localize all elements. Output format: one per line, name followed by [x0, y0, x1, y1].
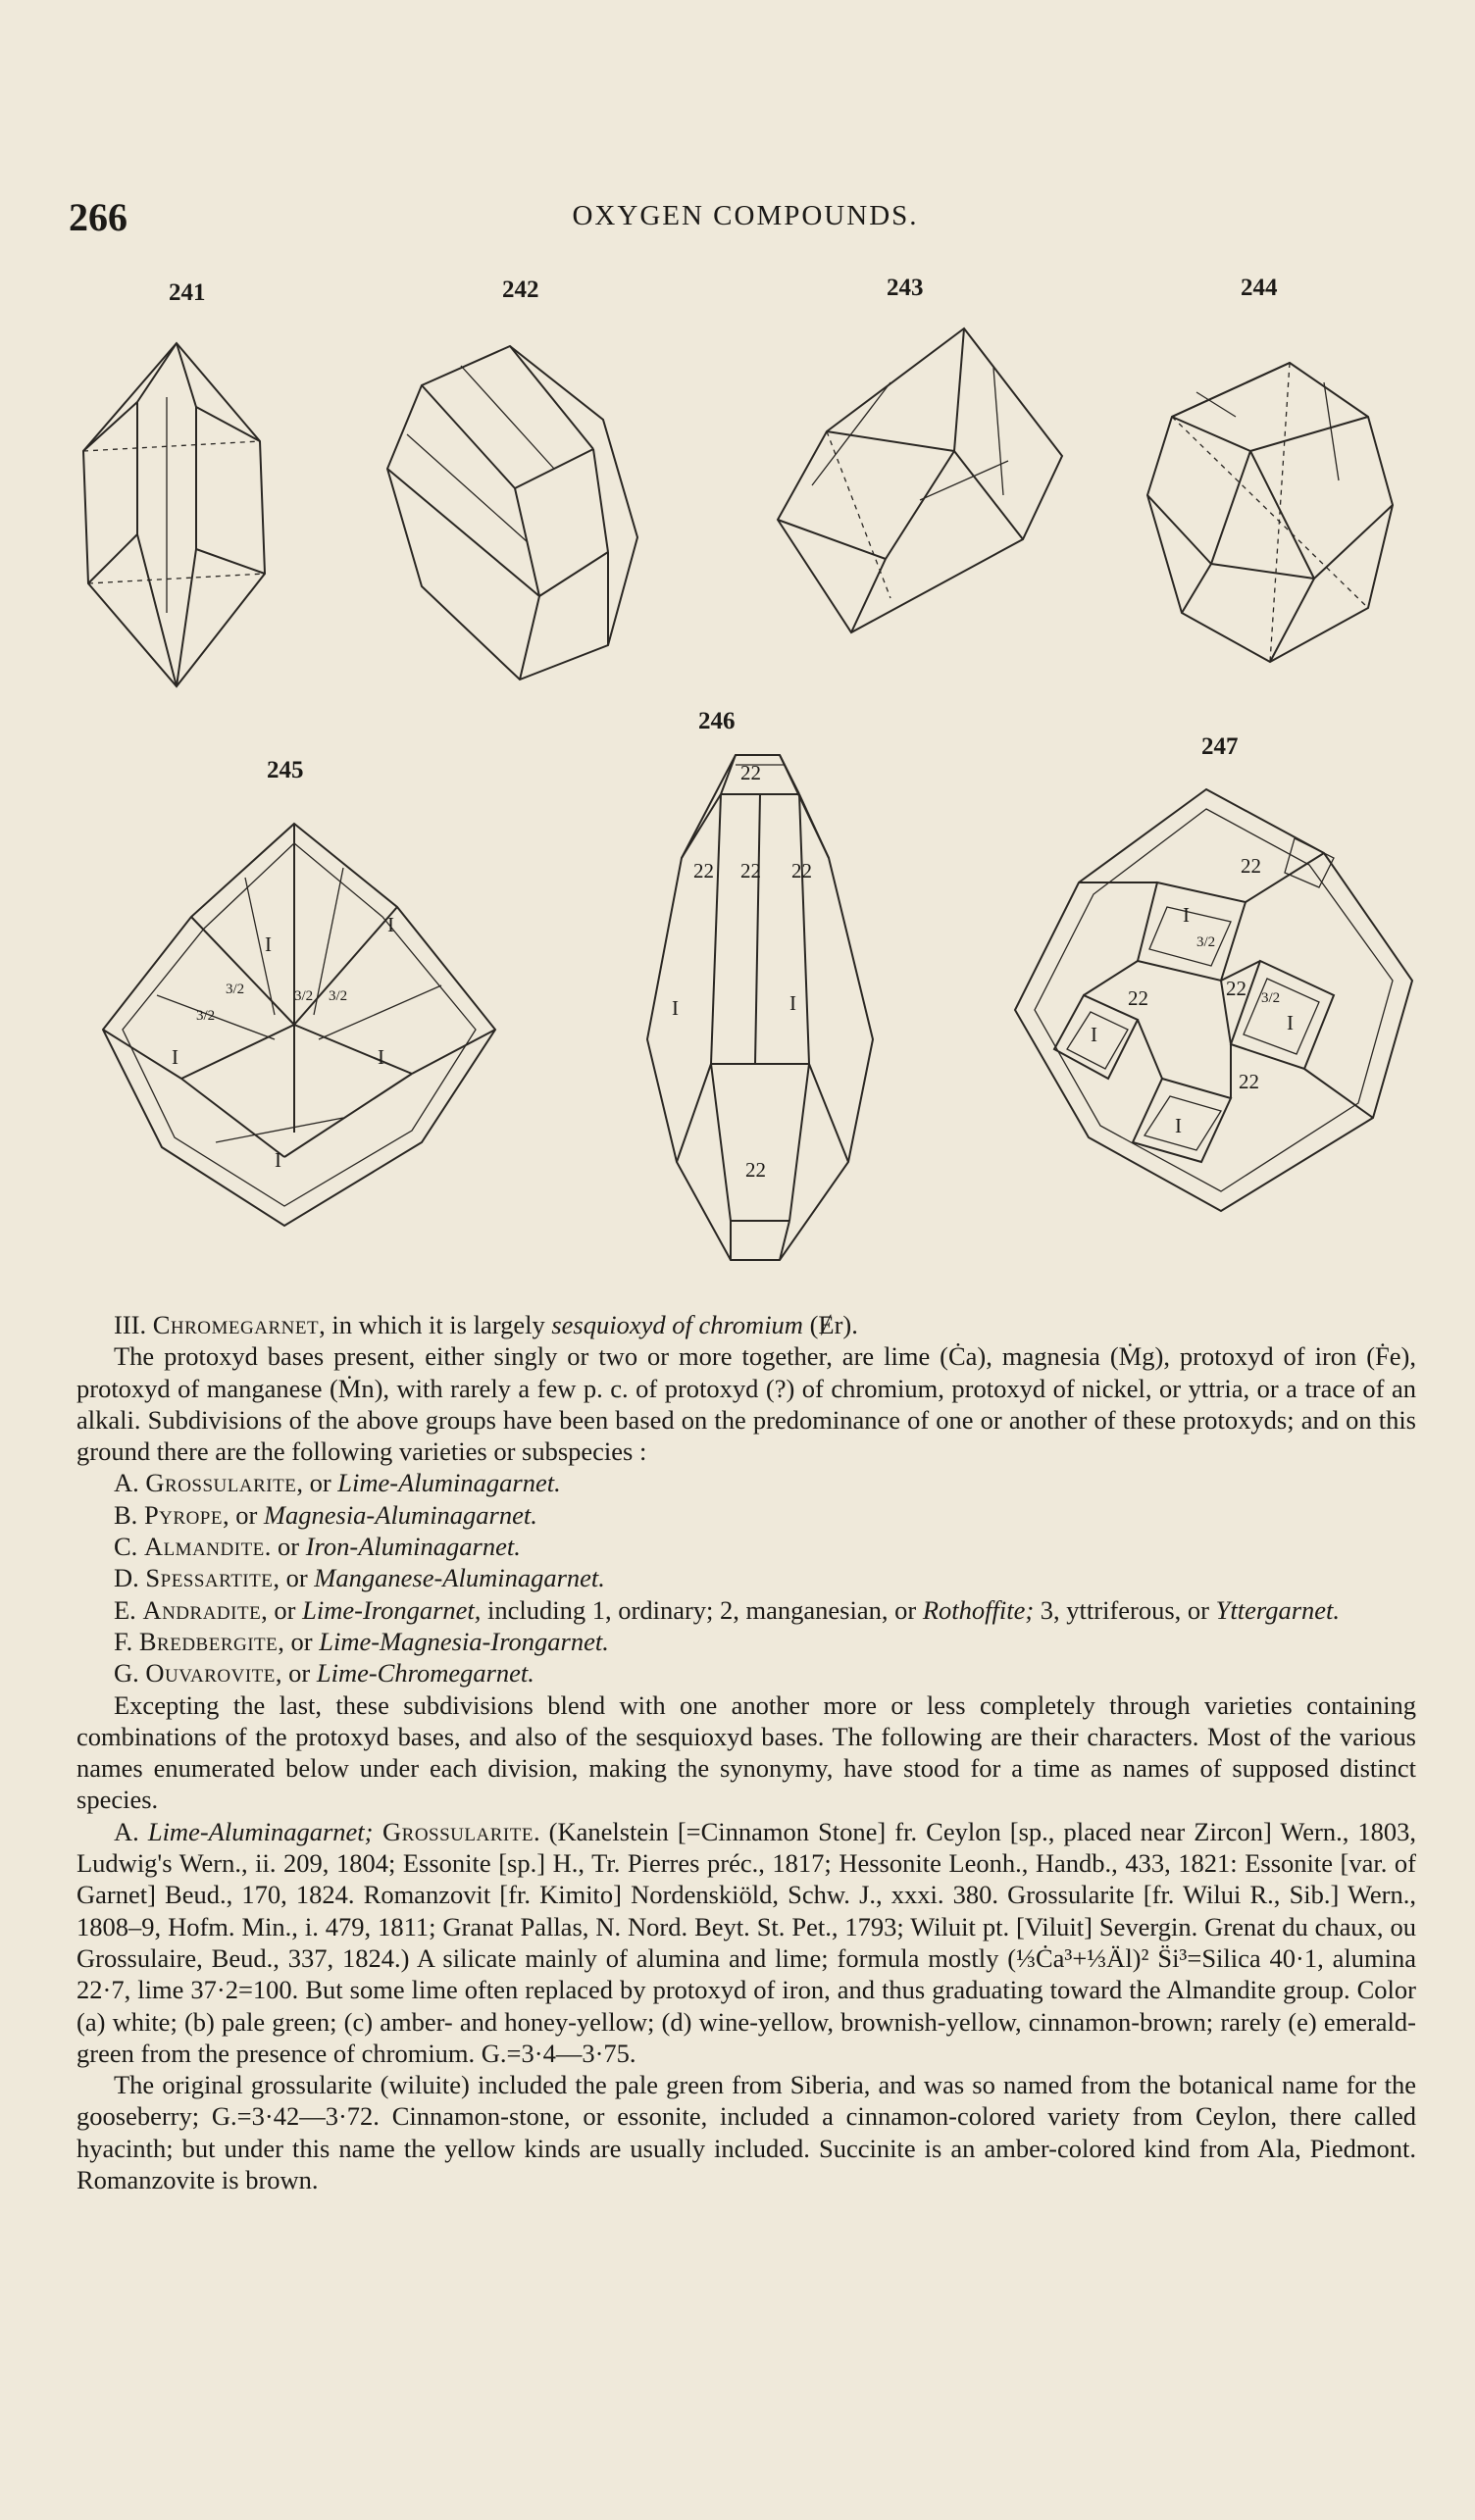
list-item-f: F. Bredbergite, or Lime-Magnesia-Irongarnet. — [114, 1626, 609, 1656]
face-label: I — [387, 913, 394, 936]
figure-number-244: 244 — [1241, 275, 1278, 301]
species-name: Chromegarnet — [152, 1310, 320, 1339]
figure-number-246: 246 — [698, 708, 736, 734]
list-item-g: G. Ouvarovite, or Lime-Chromegarnet. — [114, 1658, 534, 1688]
face-label: 3/2 — [226, 982, 245, 997]
face-label: I — [1183, 903, 1190, 927]
body-text — [76, 1309, 1416, 2195]
list-item-e: E. Andradite, or Lime-Irongarnet, including 1, ordinary; 2, manganesian, or Rothoffite; 3, yttriferous, or Yttergarnet. — [114, 1594, 1341, 1625]
figure-number-247: 247 — [1201, 733, 1239, 760]
figure-number-242: 242 — [502, 277, 539, 303]
running-title: OXYGEN COMPOUNDS. — [572, 200, 919, 231]
face-label: 3/2 — [329, 988, 348, 1004]
paragraph-bases: The protoxyd bases present, either singly or two or more together, are lime (Ċa), magnesia (Ṁg), protoxyd of iron (Ḟe), protoxyd of manganese (Ṁn), with rarely a few p. c. of protoxyd (?) of chromium, protoxyd of nickel, or yttria, or a trace of an alkali. Subdivisions of the above groups have been based on the predominance of one or another of these protoxyds; and on this ground there are the following varieties or subspecies : — [76, 1341, 1416, 1467]
list-item-c: C. Almandite. or Iron-Aluminagarnet. — [114, 1532, 521, 1562]
face-label: 22 — [693, 859, 714, 882]
crystal-drawing-244 — [1143, 358, 1398, 667]
list-item-d: D. Spessartite, or Manganese-Aluminagarnet. — [114, 1563, 605, 1593]
face-label: I — [672, 996, 679, 1020]
crystal-drawing-242 — [382, 341, 647, 684]
face-label: I — [1091, 1023, 1097, 1046]
face-label: 3/2 — [294, 988, 314, 1004]
paragraph-subdivisions: Excepting the last, these subdivisions blend with one another more or less completely through varieties containing combinations of the protoxyd bases, and also of the sesquioxyd bases. The following are their characters. Most of the various names enumerated below under each division, making the synonymy, have stood for a time as names of supposed distinct species. — [76, 1689, 1416, 1815]
face-label: 22 — [745, 1158, 766, 1182]
crystal-drawing-246 — [642, 750, 878, 1265]
face-label: I — [172, 1045, 178, 1069]
section-heading-paragraph: III. Chromegarnet, in which it is largely sesquioxyd of chromium (Ɇr). — [114, 1310, 858, 1339]
face-label: I — [265, 932, 272, 956]
crystal-drawing-241 — [78, 338, 275, 691]
page-number: 266 — [69, 195, 127, 239]
face-label: I — [378, 1045, 384, 1069]
face-label: I — [275, 1148, 281, 1172]
face-label: I — [789, 991, 796, 1015]
crystal-drawing-245 — [98, 819, 500, 1231]
paragraph-grossularite: A. Lime-Aluminagarnet; Grossularite. (Kanelstein [=Cinnamon Stone] fr. Ceylon [sp., placed near Zircon] Wern., 1803, Ludwig's Wern., ii. 209, 1804; Essonite [sp.] H., Tr. Pierres préc., 1817; Hessonite Leonh., Handb., 433, 1821: Essonite [var. of Garnet] Beud., 170, 1824. Romanzovit [fr. Kimito] Nordenskiöld, Schw. J., xxxi. 380. Grossularite [fr. Wilui R., Sib.] Wern., 1808–9, Hofm. Min., i. 479, 1811; Granat Pallas, N. Nord. Beyt. St. Pet., 1793; Wiluit pt. [Viluit] Severgin. Grenat du chaux, ou Grossulaire, Beud., 337, 1824.) A silicate mainly of alumina and lime; formula mostly (⅓Ċa³+⅓Äl)² S̈i³=Silica 40·1, alumina 22·7, lime 37·2=100. But some lime often replaced by protoxyd of iron, and thus graduating toward the Almandite group. Color (a) white; (b) pale green; (c) amber- and honey-yellow; (d) wine-yellow, brownish-yellow, cinnamon-brown; rarely (e) emerald-green from the presence of chromium. G.=3·4—3·75. — [76, 1816, 1416, 2068]
face-label: 22 — [1226, 977, 1246, 1000]
face-label: I — [1287, 1011, 1294, 1034]
face-label: 3/2 — [1261, 990, 1281, 1006]
crystal-drawing-243 — [773, 324, 1067, 637]
figure-number-241: 241 — [169, 279, 206, 306]
face-label: 22 — [791, 859, 812, 882]
face-label: I — [1175, 1114, 1182, 1137]
crystal-drawing-247 — [1010, 784, 1422, 1216]
figure-number-243: 243 — [887, 275, 924, 301]
figure-number-245: 245 — [267, 757, 304, 783]
face-label: 22 — [1239, 1070, 1259, 1093]
face-label: 22 — [1128, 986, 1148, 1010]
face-label: 22 — [740, 761, 761, 784]
face-label: 3/2 — [196, 1008, 216, 1024]
list-item-a: A. Grossularite, or Lime-Aluminagarnet. — [114, 1468, 561, 1498]
paragraph-original-grossularite: The original grossularite (wiluite) included the pale green from Siberia, and was so named from the botanical name for the gooseberry; G.=3·42—3·72. Cinnamon-stone, or essonite, included a cinnamon-colored variety from Ceylon, there called hyacinth; but under this name the yellow kinds are usually included. Succinite is an amber-colored kind from Ala, Piedmont. Romanzovite is brown. — [76, 2070, 1416, 2195]
face-label: 22 — [740, 859, 761, 882]
face-label: 22 — [1241, 854, 1261, 878]
list-item-b: B. Pyrope, or Magnesia-Aluminagarnet. — [114, 1499, 537, 1530]
face-label: 3/2 — [1196, 934, 1216, 950]
